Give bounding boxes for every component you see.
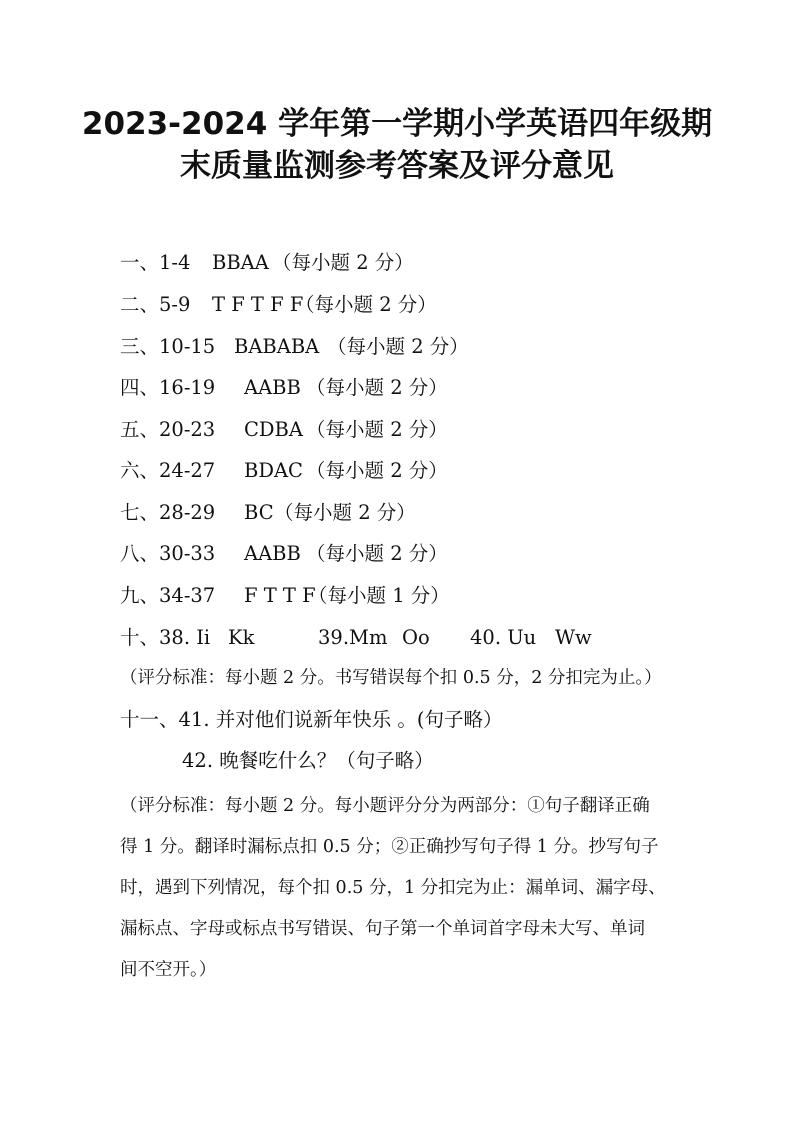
question-range: 五、20-23 — [120, 418, 216, 441]
answer-key: T F T F F — [212, 293, 304, 316]
question-range: 六、24-27 — [120, 459, 216, 482]
answer-key: F T T F — [244, 584, 316, 607]
letter-pair: Oo — [402, 626, 430, 649]
note-line: 得 1 分。翻译时漏标点扣 0.5 分；②正确抄写句子得 1 分。抄写句子 — [120, 837, 659, 857]
answer-key: AABB — [244, 376, 301, 399]
note-line: 间不空开。） — [120, 960, 217, 980]
answer-key: BBAA — [212, 251, 269, 274]
question-range: 八、30-33 — [120, 542, 216, 565]
page-title-line-1: 2023-2024 学年第一学期小学英语四年级期 — [81, 106, 713, 142]
question-range: 四、16-19 — [120, 376, 216, 399]
note-line: 时，遇到下列情况，每个扣 0.5 分，1 分扣完为止：漏单词、漏字母、 — [120, 878, 666, 898]
answer-key: AABB — [244, 542, 301, 565]
points-note: （每小题 2 分） — [306, 418, 448, 441]
points-note: （每小题 2 分） — [295, 293, 437, 316]
note-line: （评分标准：每小题 2 分。每小题评分分为两部分：①句子翻译正确 — [120, 796, 650, 816]
scoring-note-10: （评分标准：每小题 2 分。书写错误每个扣 0.5 分，2 分扣完为止。） — [120, 668, 662, 688]
points-note: （每小题 2 分） — [327, 335, 469, 358]
question-range: 三、10-15 — [120, 335, 216, 358]
answer-key: BDAC — [244, 459, 303, 482]
question-41: 十一、41. 并对他们说新年快乐 。(句子略） — [120, 708, 503, 731]
letter-pair: 40. Uu — [470, 626, 537, 649]
points-note: （每小题 2 分） — [272, 251, 414, 274]
page-title-line-2: 末质量监测参考答案及评分意见 — [180, 148, 614, 184]
points-note: （每小题 2 分） — [306, 376, 448, 399]
points-note: （每小题 2 分） — [306, 459, 448, 482]
answer-key: CDBA — [244, 418, 303, 441]
points-note: （每小题 2 分） — [274, 501, 416, 524]
letter-pair: 39.Mm — [318, 626, 388, 649]
points-note: （每小题 1 分） — [308, 584, 450, 607]
letter-pair: Ww — [555, 626, 592, 649]
question-42: 42. 晚餐吃什么？（句子略） — [182, 749, 434, 772]
question-range: 七、28-29 — [120, 501, 216, 524]
answer-key: BABABA — [234, 335, 320, 358]
question-range: 一、1-4 — [120, 251, 191, 274]
question-range: 二、5-9 — [120, 293, 191, 316]
points-note: （每小题 2 分） — [306, 542, 448, 565]
note-line: 漏标点、字母或标点书写错误、句子第一个单词首字母未大写、单词 — [120, 919, 645, 939]
question-range: 九、34-37 — [120, 584, 216, 607]
scoring-note-11 — [120, 786, 690, 991]
letter-pair: Kk — [228, 626, 255, 649]
answer-key: BC — [244, 501, 274, 524]
question-range: 十、38. Ii — [120, 626, 211, 649]
